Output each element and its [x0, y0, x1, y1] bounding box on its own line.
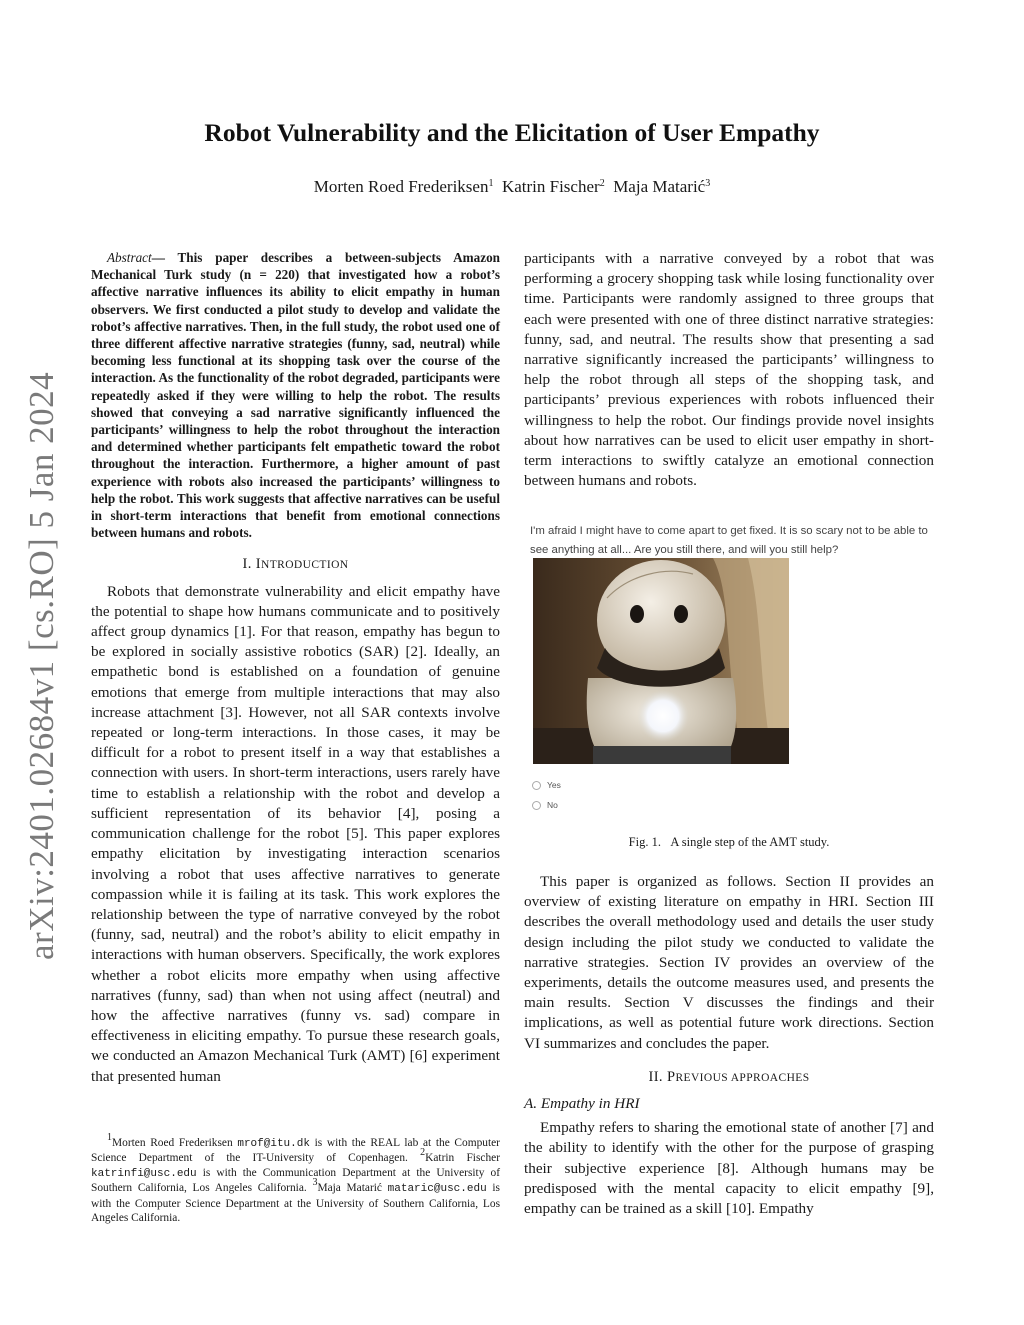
footnote-text: is with the REAL lab at the Computer Science Department of the IT-University of Copenhagen. — [91, 1137, 500, 1165]
radio-icon[interactable] — [532, 801, 541, 810]
section-title-initial: P — [666, 1068, 676, 1085]
section-title-rest: REVIOUS APPROACHES — [675, 1071, 810, 1084]
option-yes[interactable] — [532, 780, 561, 790]
organization-paragraph: This paper is organized as follows. Section II provides an overview of existing literature on empathy in HRI. Section III describes the overall methodology used and details the user study design including the pilot study we conducted to validate the narrative strategies. Section IV provides an overview of the experiments, details the outcome measures used, and presents the main results. Section V discusses the findings and their implications, as well as potential future work directions. Section VI summarizes and concludes the paper. — [524, 873, 934, 1052]
introduction-paragraph: Robots that demonstrate vulnerability and elicit empathy have the potential to shape how humans communicate and to positively affect group dynamics [1]. For that reason, empathy has begun to be explored in socially assistive robotics (SAR) [2]. Ideally, an empathetic bond is established on a foundation of genuine emotions that emerge from multiple interactions that may also increase attachment [3]. However, not all SAR contexts involve repeated or long-term interactions. In those cases, it may be difficult for a robot to present itself in a way that establishes a connection with users. In short-term interactions, users rarely have time to establish a relationship with the robot and develop a sufficient representation of its behavior [4], posing a communication challenge for the robot [5]. This paper explores empathy elicitation by investigating interaction scenarios involving a robot that uses affective narratives to generate compassion while it is failing at its task. This work explores the relationship between the type of narrative conveyed by the robot (funny, sad, neutral) and the robot’s ability to elicit empathy in interactions with human observers. Specifically, the work explores whether a robot elicits more empathy when using affective narratives (funny, sad) than when not using affect (neutral) and how the affective narratives (funny vs. sad) compare in effectiveness in eliciting empathy. To pursue these research goals, we conducted an Amazon Mechanical Turk (AMT) [6] experiment that presented human — [91, 582, 500, 1085]
robot-quote: I'm afraid I might have to come apart to get fixed. It is so scary not to be able to see anything at all... Are you still there, and will you still help? — [530, 525, 928, 556]
author-name: Katrin Fischer — [501, 177, 600, 196]
abstract-text: — This paper describes a between-subjects Amazon Mechanical Turk study (n = 220) that investigated how a robot’s affective narrative influences its ability to elicit empathy in human observers. We first conducted a pilot study to develop and validate the robot’s affective narratives. Then, in the full study, the robot used one of three different affective narrative strategies (funny, sad, neutral) while becoming less functional at its shopping task over the course of the interaction. As the functionality of the robot degraded, participants were repeatedly asked if they were willing to help the robot. The results showed that conveying a sad narrative significantly influenced the participants’ willingness to help the robot throughout the interaction and determined whether participants felt empathetic toward the robot throughout the interaction. Furthermore, a higher amount of past experience with robots also increased the participants’ willingness to help the robot. This work suggests that affective narratives can be useful in short-term interactions that benefit from emotional connections between humans and robots. — [91, 250, 500, 541]
footnote-text: is with the Communication Department at the University of Southern California, Los Angeles California. — [91, 1166, 500, 1195]
footnote-mark: 2 — [420, 1147, 426, 1159]
footnote-text: Katrin Fischer — [425, 1152, 500, 1165]
empathy-paragraph: Empathy refers to sharing the emotional state of another [7] and the ability to identify with the other for the purpose of grasping their subjective experience [8]. Although humans may be predisposed with the mental capacity to elicit empathy [9], empathy can be trained as a skill [10]. Empathy — [524, 1119, 934, 1218]
abstract — [91, 249, 500, 541]
caption-text: A single step of the AMT study. — [670, 835, 830, 849]
subsection-heading: A. Empathy in HRI — [524, 1095, 640, 1113]
footnote-text: is with the Computer Science Department at the University of Southern California, Los Angeles California. — [91, 1182, 500, 1225]
author-mark: 2 — [599, 178, 605, 189]
figure-caption — [524, 835, 934, 850]
option-label: Yes — [547, 780, 561, 790]
left-column — [91, 249, 500, 1087]
right-column — [524, 249, 934, 491]
arxiv-identifier: arXiv:2401.02684v1 [cs.RO] 5 Jan 2024 — [22, 371, 61, 960]
option-no[interactable] — [532, 800, 558, 810]
figure-1 — [524, 522, 934, 850]
footnote-mark: 3 — [312, 1177, 318, 1189]
caption-label: Fig. 1. — [628, 835, 661, 849]
right-column-paragraph: participants with a narrative conveyed by a robot that was performing a grocery shopping task while losing functionality over time. Participants were randomly assigned to three groups that each were presented with one of three distinct narrative strategies: funny, sad, and neutral. The results show that presenting a sad narrative significantly increased the participants’ willingness to help the robot through all steps of the shopping task, and participants’ previous experiences with robots influenced their willingness to help the robot. Our findings provide novel insights about how narratives can be used to elicit user empathy in short-term interactions to swiftly catalyze an emotional connection between humans and robots. — [524, 250, 934, 490]
section-heading-introduction — [91, 554, 500, 575]
author-mark: 3 — [705, 178, 711, 189]
section-number: II. — [648, 1068, 663, 1085]
section-number: I. — [242, 556, 252, 573]
robot-photo — [533, 558, 789, 764]
author-line — [0, 177, 1024, 197]
section-heading-previous-approaches — [524, 1067, 934, 1088]
footnote-mark: 1 — [107, 1132, 112, 1143]
email-address: mataric@usc.edu — [387, 1183, 487, 1196]
option-label: No — [547, 800, 558, 810]
radio-icon[interactable] — [532, 781, 541, 790]
right-column-lower — [524, 872, 934, 1219]
abstract-label: Abstract — [107, 250, 152, 265]
footnote-text: Morten Roed Frederiksen — [112, 1137, 238, 1149]
footnote — [91, 1132, 500, 1225]
author-mark: 1 — [488, 178, 494, 189]
email-address: katrinfi@usc.edu — [91, 1167, 197, 1180]
email-address: mrof@itu.dk — [237, 1138, 310, 1150]
author-name: Maja Matarić — [613, 177, 706, 196]
author-name: Morten Roed Frederiksen — [313, 177, 489, 196]
section-title-initial: I — [255, 556, 262, 573]
paper-title: Robot Vulnerability and the Elicitation of User Empathy — [204, 118, 820, 147]
section-title-rest: NTRODUCTION — [261, 559, 349, 572]
footnote-text: Maja Matarić — [317, 1182, 388, 1195]
